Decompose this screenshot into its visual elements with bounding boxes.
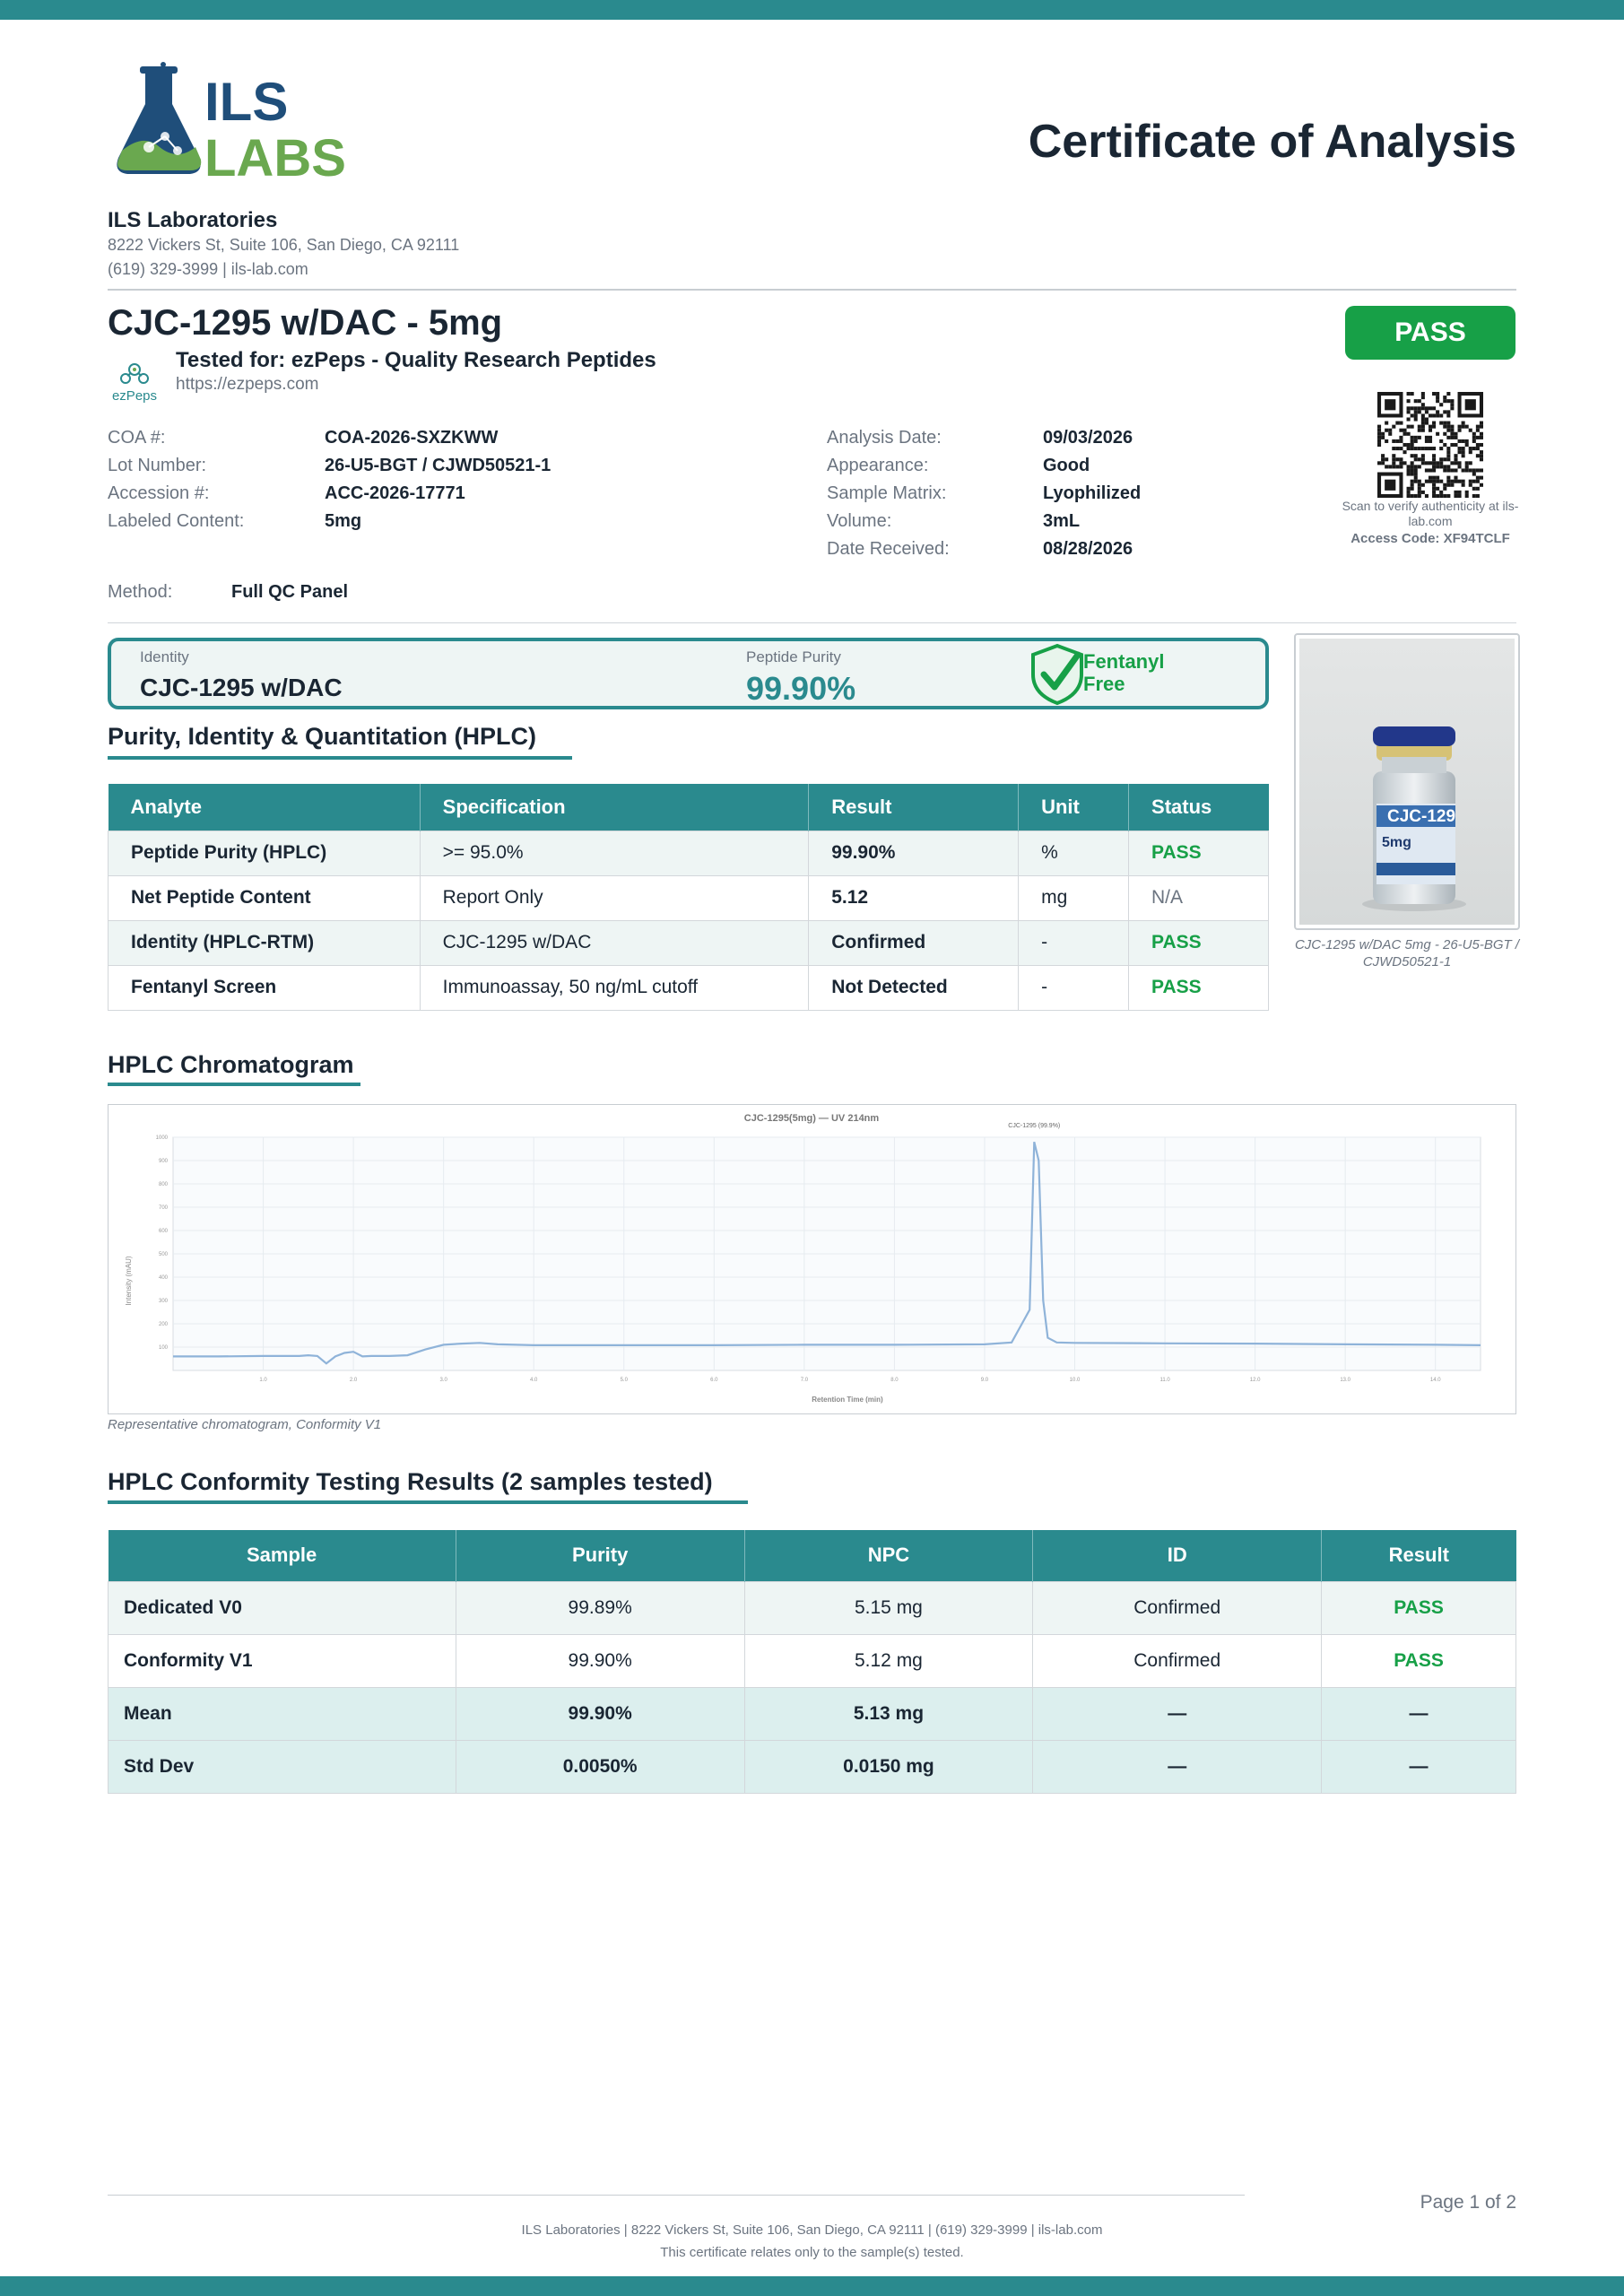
table-header-row bbox=[109, 1530, 1516, 1581]
method-label: Method: bbox=[108, 582, 173, 602]
chromatogram-figure bbox=[108, 1104, 1516, 1414]
vial-label-text: CJC-129 bbox=[1387, 807, 1456, 826]
vial-image bbox=[1299, 639, 1515, 925]
col-npc: NPC bbox=[744, 1530, 1033, 1581]
cell-purity: 99.90% bbox=[456, 1687, 744, 1740]
labeled-content-value: 5mg bbox=[325, 511, 362, 531]
lot-number-label: Lot Number: bbox=[108, 456, 207, 475]
x-tick-label: 4.0 bbox=[530, 1378, 538, 1383]
cell-status: N/A bbox=[1129, 875, 1269, 920]
table-header-row bbox=[109, 784, 1269, 831]
footer-lab-info: ILS Laboratories | 8222 Vickers St, Suite 106, San Diego, CA 92111 | (619) 329-3999 | ils-lab.com bbox=[521, 2222, 1103, 2238]
coa-number-value: COA-2026-SXZKWW bbox=[325, 428, 499, 448]
table-row bbox=[109, 831, 1269, 875]
cell-id: Confirmed bbox=[1033, 1581, 1322, 1634]
chart-title: CJC-1295(5mg) — UV 214nm bbox=[743, 1113, 880, 1124]
y-tick-label: 1000 bbox=[155, 1135, 168, 1141]
cell-result: PASS bbox=[1322, 1634, 1516, 1687]
appearance-label: Appearance: bbox=[827, 456, 929, 475]
cell-sample: Std Dev bbox=[109, 1740, 456, 1793]
lab-name: ILS Laboratories bbox=[108, 208, 278, 232]
analysis-date-value: 09/03/2026 bbox=[1043, 428, 1133, 448]
cell-analyte: Fentanyl Screen bbox=[109, 965, 421, 1010]
cell-result: PASS bbox=[1322, 1581, 1516, 1634]
qr-code[interactable] bbox=[1377, 392, 1483, 498]
table-row bbox=[109, 920, 1269, 965]
col-analyte: Analyte bbox=[109, 784, 421, 831]
col-status: Status bbox=[1129, 784, 1269, 831]
labeled-content-label: Labeled Content: bbox=[108, 511, 245, 531]
table-row-mean bbox=[109, 1687, 1516, 1740]
col-id: ID bbox=[1033, 1530, 1322, 1581]
cell-analyte: Peptide Purity (HPLC) bbox=[109, 831, 421, 875]
x-tick-label: 8.0 bbox=[890, 1378, 899, 1383]
cell-unit: - bbox=[1019, 920, 1129, 965]
x-tick-label: 1.0 bbox=[259, 1378, 267, 1383]
document-title: Certificate of Analysis bbox=[1028, 116, 1516, 168]
table-row-stddev bbox=[109, 1740, 1516, 1793]
cell-id: — bbox=[1033, 1740, 1322, 1793]
bottom-accent-bar bbox=[0, 2276, 1624, 2296]
product-title: CJC-1295 w/DAC - 5mg bbox=[108, 303, 503, 343]
tested-for: Tested for: ezPeps - Quality Research Peptides bbox=[176, 348, 656, 372]
y-tick-label: 300 bbox=[158, 1299, 168, 1304]
cell-status: PASS bbox=[1129, 920, 1269, 965]
overall-status-badge: PASS bbox=[1345, 306, 1515, 360]
cell-id: Confirmed bbox=[1033, 1634, 1322, 1687]
x-tick-label: 9.0 bbox=[980, 1378, 989, 1383]
cell-result: — bbox=[1322, 1687, 1516, 1740]
top-accent-bar bbox=[0, 0, 1624, 20]
ils-labs-logo bbox=[108, 61, 359, 187]
col-unit: Unit bbox=[1019, 784, 1129, 831]
y-tick-label: 600 bbox=[158, 1229, 168, 1234]
chromatogram-title: HPLC Chromatogram bbox=[108, 1051, 354, 1078]
vial-label-dose: 5mg bbox=[1382, 835, 1411, 850]
chromatogram-underline bbox=[108, 1083, 360, 1086]
col-purity: Purity bbox=[456, 1530, 744, 1581]
qr-verify-note: Scan to verify authenticity at ils-lab.com bbox=[1342, 499, 1519, 528]
chromatogram-chart bbox=[109, 1105, 1515, 1413]
cell-analyte: Identity (HPLC-RTM) bbox=[109, 920, 421, 965]
cell-spec: CJC-1295 w/DAC bbox=[420, 920, 809, 965]
col-specification: Specification bbox=[420, 784, 809, 831]
table-row bbox=[109, 875, 1269, 920]
x-tick-label: 7.0 bbox=[800, 1378, 809, 1383]
x-tick-label: 13.0 bbox=[1340, 1378, 1351, 1383]
cell-npc: 5.15 mg bbox=[744, 1581, 1033, 1634]
cell-purity: 0.0050% bbox=[456, 1740, 744, 1793]
y-tick-label: 700 bbox=[158, 1205, 168, 1211]
summary-purity-label: Peptide Purity bbox=[746, 648, 841, 665]
accession-label: Accession #: bbox=[108, 483, 210, 503]
chart-ylabel: Intensity (mAU) bbox=[125, 1256, 133, 1306]
cell-result: Confirmed bbox=[809, 920, 1019, 965]
lot-number-value: 26-U5-BGT / CJWD50521-1 bbox=[325, 456, 551, 475]
col-sample: Sample bbox=[109, 1530, 456, 1581]
cell-unit: % bbox=[1019, 831, 1129, 875]
footer-disclaimer: This certificate relates only to the sample(s) tested. bbox=[660, 2245, 964, 2260]
cell-result: — bbox=[1322, 1740, 1516, 1793]
table-row bbox=[109, 1634, 1516, 1687]
access-code: Access Code: XF94TCLF bbox=[1350, 531, 1510, 546]
x-tick-label: 3.0 bbox=[439, 1378, 447, 1383]
cell-status: PASS bbox=[1129, 965, 1269, 1010]
cell-spec: Report Only bbox=[420, 875, 809, 920]
hplc-results-title: Purity, Identity & Quantitation (HPLC) bbox=[108, 723, 536, 750]
cell-npc: 5.13 mg bbox=[744, 1687, 1033, 1740]
photo-caption: CJC-1295 w/DAC 5mg - 26-U5-BGT / CJWD50521-1 bbox=[1294, 937, 1520, 970]
y-tick-label: 900 bbox=[158, 1159, 168, 1164]
volume-label: Volume: bbox=[827, 511, 892, 531]
accession-value: ACC-2026-17771 bbox=[325, 483, 465, 503]
x-tick-label: 5.0 bbox=[620, 1378, 628, 1383]
sample-matrix-label: Sample Matrix: bbox=[827, 483, 947, 503]
x-tick-label: 10.0 bbox=[1069, 1378, 1081, 1383]
coa-number-label: COA #: bbox=[108, 428, 166, 448]
conformity-underline bbox=[108, 1500, 748, 1504]
cell-purity: 99.89% bbox=[456, 1581, 744, 1634]
x-tick-label: 2.0 bbox=[349, 1378, 358, 1383]
fentanyl-line-1: Fentanyl bbox=[1083, 650, 1165, 673]
cell-npc: 5.12 mg bbox=[744, 1634, 1033, 1687]
client-url-link[interactable]: https://ezpeps.com bbox=[176, 375, 319, 394]
footer-divider bbox=[108, 2195, 1245, 2196]
appearance-value: Good bbox=[1043, 456, 1090, 475]
lab-contact: (619) 329-3999 | ils-lab.com bbox=[108, 260, 308, 278]
y-tick-label: 400 bbox=[158, 1275, 168, 1281]
flask-icon bbox=[117, 61, 201, 174]
y-tick-label: 100 bbox=[158, 1345, 168, 1351]
cell-spec: Immunoassay, 50 ng/mL cutoff bbox=[420, 965, 809, 1010]
table-row bbox=[109, 1581, 1516, 1634]
cell-analyte: Net Peptide Content bbox=[109, 875, 421, 920]
logo-text-labs: LABS bbox=[204, 129, 346, 187]
page-number: Page 1 of 2 bbox=[1420, 2192, 1516, 2213]
chart-xlabel: Retention Time (min) bbox=[812, 1396, 883, 1404]
sample-matrix-value: Lyophilized bbox=[1043, 483, 1142, 503]
cell-result: 99.90% bbox=[809, 831, 1019, 875]
summary-identity-label: Identity bbox=[140, 648, 189, 665]
fentanyl-free-label bbox=[1083, 650, 1164, 695]
x-tick-label: 12.0 bbox=[1249, 1378, 1261, 1383]
info-divider bbox=[108, 622, 1516, 623]
header-divider bbox=[108, 289, 1516, 291]
cell-npc: 0.0150 mg bbox=[744, 1740, 1033, 1793]
y-tick-label: 200 bbox=[158, 1322, 168, 1327]
table-row bbox=[109, 965, 1269, 1010]
peak-label: CJC-1295 (99.9%) bbox=[1008, 1123, 1061, 1130]
cell-unit: mg bbox=[1019, 875, 1129, 920]
analysis-date-label: Analysis Date: bbox=[827, 428, 942, 448]
cell-result: Not Detected bbox=[809, 965, 1019, 1010]
conformity-title: HPLC Conformity Testing Results (2 samples tested) bbox=[108, 1468, 713, 1495]
sample-photo bbox=[1294, 633, 1520, 930]
summary-identity-value: CJC-1295 w/DAC bbox=[140, 674, 343, 701]
x-tick-label: 11.0 bbox=[1159, 1378, 1170, 1383]
cell-status: PASS bbox=[1129, 831, 1269, 875]
date-received-value: 08/28/2026 bbox=[1043, 539, 1133, 559]
cell-result: 5.12 bbox=[809, 875, 1019, 920]
summary-purity-value: 99.90% bbox=[746, 670, 856, 707]
cell-purity: 99.90% bbox=[456, 1634, 744, 1687]
shield-check-icon bbox=[1026, 642, 1089, 707]
y-tick-label: 800 bbox=[158, 1182, 168, 1187]
col-result: Result bbox=[809, 784, 1019, 831]
hplc-results-underline bbox=[108, 756, 572, 760]
lab-address: 8222 Vickers St, Suite 106, San Diego, CA 92111 bbox=[108, 236, 460, 254]
fentanyl-line-2: Free bbox=[1083, 673, 1125, 695]
summary-box bbox=[108, 638, 1269, 709]
cell-sample: Mean bbox=[109, 1687, 456, 1740]
cell-unit: - bbox=[1019, 965, 1129, 1010]
chromatogram-caption: Representative chromatogram, Conformity V1 bbox=[108, 1417, 382, 1432]
ezpeps-logo bbox=[108, 353, 161, 411]
cell-sample: Conformity V1 bbox=[109, 1634, 456, 1687]
date-received-label: Date Received: bbox=[827, 539, 950, 559]
conformity-table bbox=[108, 1530, 1516, 1794]
x-tick-label: 14.0 bbox=[1429, 1378, 1441, 1383]
method-value: Full QC Panel bbox=[231, 582, 349, 602]
cell-id: — bbox=[1033, 1687, 1322, 1740]
col-result: Result bbox=[1322, 1530, 1516, 1581]
cell-sample: Dedicated V0 bbox=[109, 1581, 456, 1634]
y-tick-label: 500 bbox=[158, 1252, 168, 1257]
hplc-results-table bbox=[108, 784, 1269, 1011]
ezpeps-logo-text: ezPeps bbox=[111, 388, 158, 404]
logo-text-ils: ILS bbox=[204, 72, 289, 132]
volume-value: 3mL bbox=[1043, 511, 1081, 531]
cell-spec: >= 95.0% bbox=[420, 831, 809, 875]
x-tick-label: 6.0 bbox=[710, 1378, 718, 1383]
